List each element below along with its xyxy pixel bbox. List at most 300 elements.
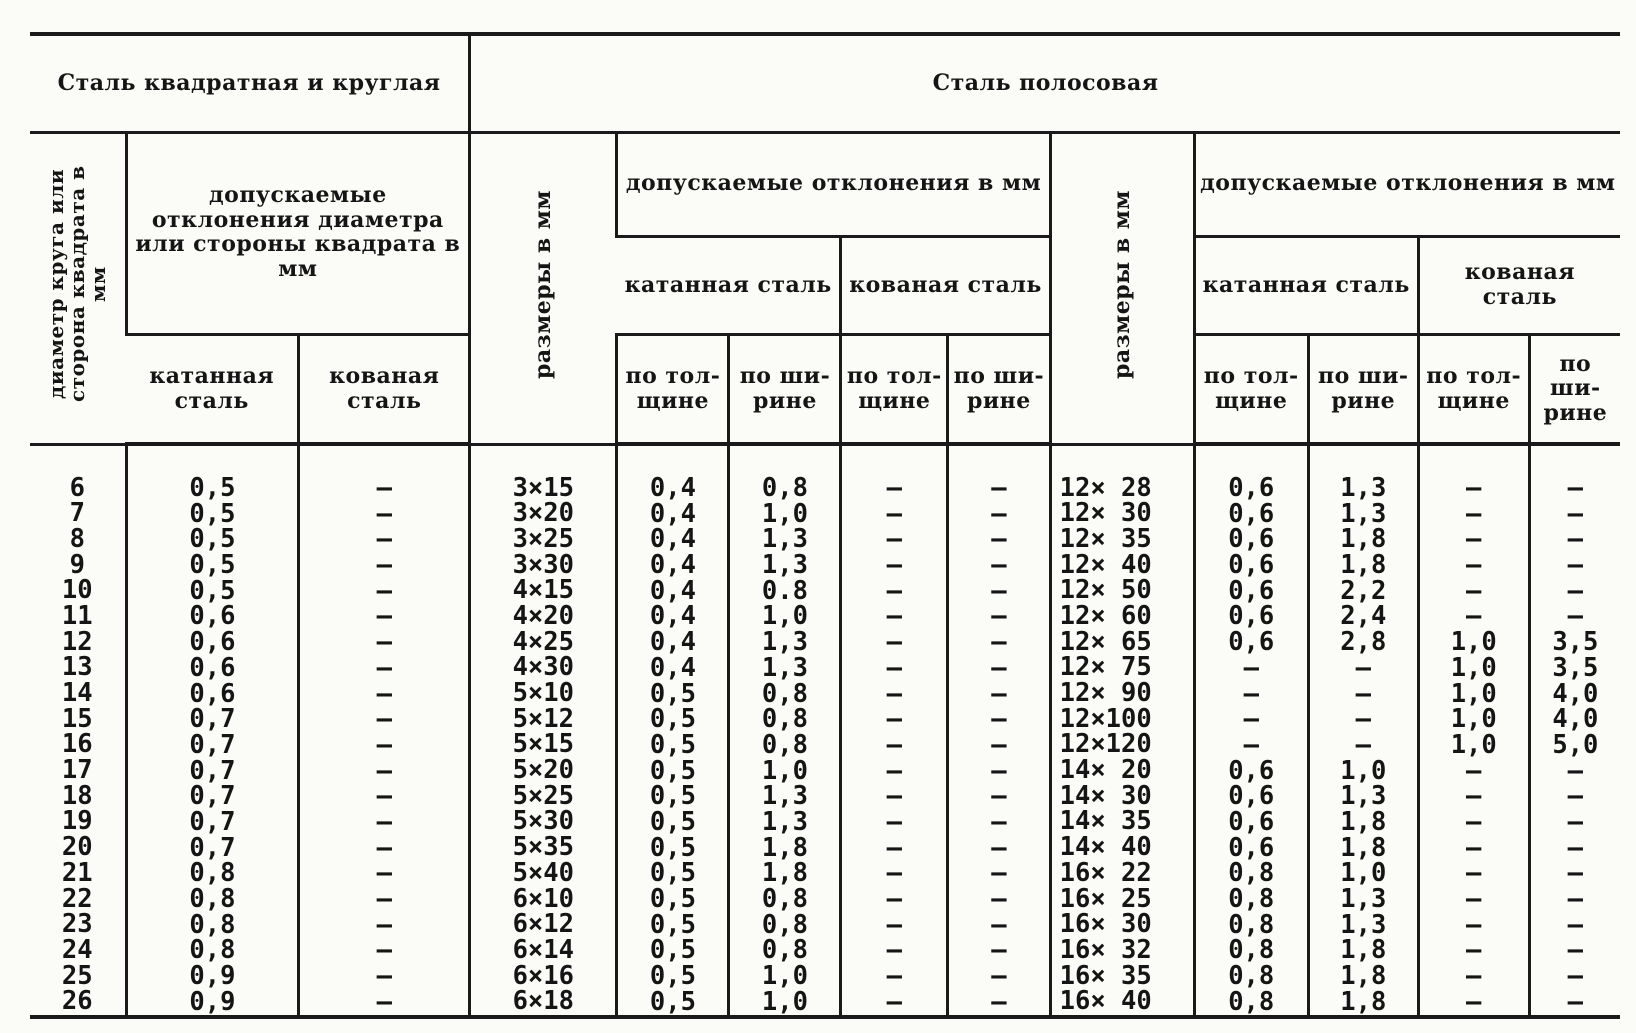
table-cell: — <box>376 781 392 812</box>
table-cell: — <box>1243 704 1259 735</box>
header-diameter <box>30 132 126 444</box>
header-s1-rolled-thickness: по тол- щине <box>617 334 729 444</box>
header-s1-rolled-width: по ши- рине <box>729 334 841 444</box>
table-cell: 0,4 <box>649 550 696 581</box>
table-cell: 16 <box>61 729 93 760</box>
table-cell: — <box>376 601 392 632</box>
table-cell: 19 <box>61 806 93 837</box>
table-cell: 12× 90 <box>1059 678 1152 708</box>
table-cell: — <box>886 498 902 529</box>
table-cell: 0,6 <box>1228 498 1275 529</box>
table-cell: 2,2 <box>1340 575 1387 606</box>
table-cell: — <box>991 729 1007 760</box>
table-cell: 0,6 <box>1228 601 1275 632</box>
table-cell: 1,0 <box>1450 729 1497 760</box>
table-cell: — <box>886 575 902 606</box>
table-cell: 12×100 <box>1059 703 1152 734</box>
table-cell: 0,6 <box>189 678 236 709</box>
table-cell: 1,3 <box>1340 473 1387 503</box>
table-cell: 0,4 <box>649 575 696 606</box>
table-cell: — <box>1466 781 1482 812</box>
table-cell: 1,0 <box>761 498 808 529</box>
table-cell: 0,6 <box>189 652 236 683</box>
table-cell: 0,8 <box>1228 961 1275 992</box>
col-strip1-forged-width <box>948 444 1050 1017</box>
table-cell: 0,8 <box>761 935 808 966</box>
table-cell: 0,5 <box>189 473 236 503</box>
header-sizes-1 <box>470 132 617 444</box>
cell-list <box>128 473 298 1017</box>
table-cell: 17 <box>61 755 93 786</box>
table-cell: 14× 30 <box>1059 780 1152 811</box>
table-cell: — <box>1466 601 1482 632</box>
table-cell: — <box>886 550 902 581</box>
header-sizes-2-label: размеры в мм <box>1108 189 1135 379</box>
cell-list <box>1196 473 1307 1017</box>
table-cell: 0,8 <box>189 935 236 966</box>
table-cell: 0,7 <box>189 755 236 786</box>
table-cell: — <box>1466 473 1482 503</box>
table-cell: 0,8 <box>761 909 808 940</box>
header-s2-rolled-thickness: по тол- щине <box>1194 334 1308 444</box>
table-cell: — <box>1466 575 1482 606</box>
cell-list <box>1531 473 1620 1017</box>
table-cell: — <box>886 884 902 914</box>
table-cell: 12 <box>61 626 93 657</box>
table-cell: 10 <box>61 575 93 606</box>
table-cell: 0,8 <box>761 729 808 760</box>
table-cell: 0,5 <box>189 524 236 555</box>
table-cell: — <box>886 704 902 735</box>
table-cell: 6×18 <box>512 986 574 1017</box>
table-cell: 12× 40 <box>1059 549 1152 580</box>
table-cell: 18 <box>61 780 93 811</box>
table-cell: — <box>991 832 1007 863</box>
table-cell: 16× 22 <box>1059 857 1152 888</box>
table-cell: 0,5 <box>649 806 696 837</box>
table-cell: — <box>1466 832 1482 863</box>
table-cell: — <box>991 627 1007 658</box>
table-cell: — <box>1567 755 1584 786</box>
col-square-rolled <box>126 444 299 1017</box>
table-cell: — <box>991 575 1007 606</box>
table-cell: — <box>886 832 902 863</box>
table-cell: 0,5 <box>649 704 696 735</box>
table-cell: 4×25 <box>512 626 574 657</box>
col-strip2-forged-thickness <box>1418 444 1529 1017</box>
table-cell: 7 <box>69 498 85 529</box>
table-cell: — <box>991 858 1007 889</box>
table-cell: — <box>991 755 1007 786</box>
table-cell: 1,8 <box>1340 935 1387 966</box>
table-cell: 8 <box>69 523 85 554</box>
table-cell: — <box>886 935 902 966</box>
table-cell: 2,4 <box>1340 601 1387 632</box>
table-cell: 0,8 <box>761 678 808 709</box>
table-cell: 0,5 <box>649 909 696 940</box>
table-cell: 5×40 <box>512 857 574 888</box>
header-s2-forged-thickness: по тол- щине <box>1418 334 1529 444</box>
header-s2-forged-width: по ши- рине <box>1529 334 1620 444</box>
table-cell: 22 <box>61 883 93 914</box>
table-cell: 4×20 <box>512 600 574 631</box>
table-cell: 0,8 <box>761 704 808 735</box>
table-cell: 0,7 <box>189 704 236 735</box>
table-cell: — <box>1567 524 1584 555</box>
table-cell: — <box>376 627 392 658</box>
header-strip-deviation-1: допускаемые отклонения в мм <box>617 132 1050 236</box>
table-cell: 5×25 <box>512 780 574 811</box>
col-strip2-sizes <box>1050 444 1194 1017</box>
table-cell: 1,0 <box>761 755 808 786</box>
table-cell: 0,7 <box>189 729 236 760</box>
cell-list <box>1420 473 1528 1017</box>
table-cell: 0,7 <box>189 781 236 812</box>
table-cell: — <box>1567 935 1584 966</box>
header-s1-forged-width: по ши- рине <box>948 334 1050 444</box>
table-cell: 1,0 <box>761 961 808 992</box>
table-cell: 6×14 <box>512 934 574 965</box>
table-cell: — <box>1466 961 1482 992</box>
table-cell: 5,0 <box>1552 729 1599 760</box>
table-cell: 1,0 <box>1450 678 1497 709</box>
table-cell: 0,6 <box>1228 550 1275 581</box>
table-cell: — <box>991 498 1007 529</box>
table-cell: 1,0 <box>1340 858 1387 889</box>
cell-list <box>949 473 1048 1017</box>
table-cell: — <box>886 473 902 503</box>
cell-list <box>618 473 727 1017</box>
table-cell: — <box>376 678 392 709</box>
table-cell: 0,5 <box>189 550 236 581</box>
table-cell: — <box>1243 729 1259 760</box>
table-cell: 0,8 <box>1228 935 1275 966</box>
table-cell: — <box>376 832 392 863</box>
table-cell: 1,3 <box>761 627 808 658</box>
header-strip-steel: Сталь полосовая <box>470 34 1620 132</box>
table-cell: — <box>376 884 392 914</box>
table-cell: 16× 35 <box>1059 960 1152 991</box>
table-cell: 5×10 <box>512 678 574 708</box>
cell-list <box>842 473 946 1017</box>
table-cell: — <box>376 524 392 555</box>
table-cell: 1,8 <box>1340 806 1387 837</box>
table-cell: 5×35 <box>512 832 574 863</box>
table-cell: 0,9 <box>189 961 236 992</box>
table-cell: 0,5 <box>189 575 236 606</box>
table-cell: 0,8 <box>189 858 236 889</box>
table-cell: 0,6 <box>1228 524 1275 555</box>
table-cell: 26 <box>61 986 93 1017</box>
col-diameter <box>30 444 126 1017</box>
table-cell: 0,6 <box>189 627 236 658</box>
table-cell: 1,8 <box>1340 986 1387 1017</box>
table-cell: — <box>991 986 1007 1017</box>
table-cell: — <box>1567 806 1584 837</box>
table-cell: 3,5 <box>1552 652 1599 683</box>
table-cell: 16× 25 <box>1059 883 1152 914</box>
header-square-round-steel: Сталь квадратная и круглая <box>30 34 470 132</box>
table-cell: — <box>376 806 392 837</box>
table-cell: 6×12 <box>512 909 574 940</box>
table-cell: 12× 35 <box>1059 523 1152 554</box>
col-strip1-sizes <box>470 444 617 1017</box>
table-cell: — <box>376 858 392 889</box>
table-cell: 12×120 <box>1059 729 1152 760</box>
table-cell: 0,8 <box>189 909 236 940</box>
table-cell: — <box>886 755 902 786</box>
table-cell: — <box>376 909 392 940</box>
header-s2-rolled-width: по ши- рине <box>1308 334 1418 444</box>
table-cell: 1,3 <box>1340 498 1387 529</box>
table-cell: 20 <box>61 832 93 863</box>
table-cell: — <box>376 575 392 606</box>
table-cell: 25 <box>61 960 93 991</box>
table-cell: 2,8 <box>1340 627 1387 658</box>
table-cell: 1,8 <box>1340 550 1387 581</box>
table-cell: — <box>1567 909 1584 940</box>
table-cell: 0,5 <box>649 781 696 812</box>
table-cell: 1,8 <box>1340 524 1387 555</box>
table-cell: 0,5 <box>649 858 696 889</box>
table-cell: 0,6 <box>1228 806 1275 837</box>
table-cell: — <box>991 781 1007 812</box>
table-cell: 1,3 <box>1340 884 1387 914</box>
col-strip2-forged-width <box>1529 444 1620 1017</box>
table-cell: 5×12 <box>512 703 574 734</box>
table-cell: — <box>1355 704 1371 735</box>
table-cell: — <box>376 986 392 1017</box>
cell-list <box>30 472 125 1017</box>
table-cell: 1,0 <box>761 986 808 1017</box>
table-cell: 4,0 <box>1552 678 1599 709</box>
table-cell: 16× 40 <box>1059 986 1152 1017</box>
table-cell: — <box>1567 858 1584 889</box>
table-cell: 11 <box>61 600 93 631</box>
table-cell: 0,5 <box>189 498 236 529</box>
table-cell: 12× 28 <box>1059 472 1152 503</box>
table-cell: — <box>376 961 392 992</box>
table-cell: 6×10 <box>512 883 574 914</box>
table-cell: — <box>991 806 1007 837</box>
table-cell: 23 <box>61 909 93 940</box>
table-cell: — <box>1466 806 1482 837</box>
table-cell: 0,4 <box>649 524 696 555</box>
table-cell: 21 <box>61 857 93 888</box>
table-cell: — <box>1466 858 1482 889</box>
header-s1-forged-thickness: по тол- щине <box>841 334 948 444</box>
table-cell: — <box>991 601 1007 632</box>
table-cell: 3×30 <box>512 549 574 580</box>
table-cell: 12× 65 <box>1059 626 1152 657</box>
col-strip2-rolled-thickness <box>1194 444 1308 1017</box>
header-diameter-label: диаметр круга или сторона квадрата в мм <box>43 166 110 403</box>
cell-list <box>730 473 839 1017</box>
table-cell: 4×15 <box>512 575 574 606</box>
table-cell: 13 <box>61 652 93 683</box>
table-cell: 1,3 <box>761 652 808 683</box>
table-cell: 14× 35 <box>1059 806 1152 837</box>
header-square-rolled: катанная сталь <box>126 334 299 444</box>
table-cell: 0,4 <box>649 652 696 683</box>
cell-list <box>471 472 615 1017</box>
table-cell: — <box>991 678 1007 709</box>
table-cell: 0,8 <box>1228 884 1275 914</box>
table-cell: — <box>886 627 902 658</box>
table-cell: — <box>1243 652 1259 683</box>
table-cell: — <box>886 806 902 837</box>
cell-list <box>1052 472 1193 1017</box>
header-sizes-1-label: размеры в мм <box>529 189 556 379</box>
table-cell: 14 <box>61 678 93 708</box>
table-cell: 5×30 <box>512 806 574 837</box>
table-cell: 0,8 <box>761 473 808 503</box>
table-cell: — <box>991 909 1007 940</box>
table-cell: 1,3 <box>761 781 808 812</box>
table-cell: — <box>886 652 902 683</box>
table-cell: 12× 50 <box>1059 575 1152 606</box>
table-cell: — <box>1567 832 1584 863</box>
table-cell: — <box>886 858 902 889</box>
header-rolled-2: катанная сталь <box>1194 236 1418 334</box>
cell-list <box>1310 473 1417 1017</box>
table-cell: — <box>1567 498 1584 529</box>
col-square-forged <box>299 444 470 1017</box>
table-cell: — <box>376 498 392 529</box>
header-forged-1: кованая сталь <box>841 236 1050 334</box>
table-cell: 0,8 <box>189 884 236 914</box>
table-cell: — <box>991 704 1007 735</box>
table-cell: 1,3 <box>1340 909 1387 940</box>
table-cell: 1,0 <box>1450 704 1497 735</box>
table-cell: 12× 60 <box>1059 600 1152 631</box>
table-cell: 0,5 <box>649 986 696 1017</box>
table-cell: 1,8 <box>1340 961 1387 992</box>
table-cell: 0,8 <box>761 884 808 914</box>
table-cell: 0.8 <box>761 575 808 606</box>
table-cell: — <box>1567 986 1584 1017</box>
header-rolled-1: катанная сталь <box>617 236 841 334</box>
table-cell: 1,3 <box>761 524 808 555</box>
table-cell: 14× 20 <box>1059 755 1152 786</box>
table-cell: — <box>1355 678 1371 709</box>
table-cell: — <box>1466 909 1482 940</box>
table-cell: 1,0 <box>1450 652 1497 683</box>
table-cell: 0,6 <box>1228 832 1275 863</box>
table-cell: — <box>1466 935 1482 966</box>
table-cell: 4,0 <box>1552 704 1599 735</box>
table-cell: 0,6 <box>1228 627 1275 658</box>
table-cell: — <box>886 986 902 1017</box>
table-cell: 0,4 <box>649 498 696 529</box>
table-cell: 0,9 <box>189 986 236 1017</box>
col-strip2-rolled-width <box>1308 444 1418 1017</box>
table-cell: 0,5 <box>649 755 696 786</box>
table-cell: 12× 30 <box>1059 498 1152 529</box>
table-cell: 14× 40 <box>1059 832 1152 863</box>
table-cell: — <box>1355 729 1371 760</box>
table-cell: — <box>1466 986 1482 1017</box>
table-cell: — <box>991 961 1007 992</box>
table-cell: — <box>376 652 392 683</box>
table-cell: 1,3 <box>761 550 808 581</box>
table-cell: — <box>886 524 902 555</box>
table-cell: 9 <box>69 549 85 580</box>
steel-tolerance-table <box>30 32 1620 1019</box>
table-cell: — <box>1567 884 1584 914</box>
table-cell: 1,3 <box>761 806 808 837</box>
table-cell: 0,4 <box>649 473 696 503</box>
table-cell: — <box>1466 755 1482 786</box>
table-cell: 24 <box>61 934 93 965</box>
table-cell: — <box>1567 961 1584 992</box>
table-cell: 1,0 <box>1340 755 1387 786</box>
table-cell: 3×20 <box>512 498 574 529</box>
header-square-deviation: допускаемые отклонения диаметра или стороны квадрата в мм <box>126 132 470 334</box>
col-strip1-forged-thickness <box>841 444 948 1017</box>
table-cell: — <box>886 601 902 632</box>
table-cell: 0,6 <box>1228 575 1275 606</box>
table-cell: — <box>991 550 1007 581</box>
table-cell: 1,8 <box>761 832 808 863</box>
table-cell: 0,5 <box>649 678 696 709</box>
table-cell: — <box>1466 550 1482 581</box>
table-cell: 3×25 <box>512 523 574 554</box>
table-cell: 6 <box>69 472 85 503</box>
header-sizes-2 <box>1050 132 1194 444</box>
table-cell: 5×20 <box>512 755 574 786</box>
table-cell: 0,6 <box>1228 755 1275 786</box>
table-cell: — <box>1466 884 1482 914</box>
table-cell: 0,6 <box>1228 473 1275 503</box>
table-cell: — <box>1567 601 1584 632</box>
table-cell: 0,6 <box>189 601 236 632</box>
table-cell: — <box>376 473 392 503</box>
table-cell: 0,5 <box>649 729 696 760</box>
table-cell: 0,5 <box>649 832 696 863</box>
table-cell: 6×16 <box>512 960 574 991</box>
table-cell: 0,8 <box>1228 858 1275 889</box>
table-cell: 5×15 <box>512 729 574 760</box>
table-cell: 0,6 <box>1228 781 1275 812</box>
table-cell: — <box>886 729 902 760</box>
table-cell: 3×15 <box>512 472 574 503</box>
table-cell: — <box>1567 550 1584 581</box>
table-cell: — <box>376 729 392 760</box>
table-cell: 0,4 <box>649 601 696 632</box>
table-cell: 12× 75 <box>1059 652 1152 683</box>
table-cell: 0,4 <box>649 627 696 658</box>
table-cell: — <box>1466 498 1482 529</box>
table-cell: — <box>886 781 902 812</box>
table-cell: — <box>376 755 392 786</box>
table-cell: 0,8 <box>1228 986 1275 1017</box>
table-cell: 1,8 <box>761 858 808 889</box>
table-cell: 1,3 <box>1340 781 1387 812</box>
table-cell: — <box>1567 473 1584 503</box>
col-strip1-rolled-thickness <box>617 444 729 1017</box>
table-cell: 0,5 <box>649 961 696 992</box>
table-cell: — <box>1567 781 1584 812</box>
table-cell: 0,7 <box>189 806 236 837</box>
table-cell: 3,5 <box>1552 627 1599 658</box>
table-cell: — <box>376 550 392 581</box>
header-strip-deviation-2: допускаемые отклонения в мм <box>1194 132 1620 236</box>
table-cell: 15 <box>61 703 93 734</box>
table-cell: 1,0 <box>1450 627 1497 658</box>
table-cell: — <box>991 473 1007 503</box>
table-cell: — <box>886 961 902 992</box>
